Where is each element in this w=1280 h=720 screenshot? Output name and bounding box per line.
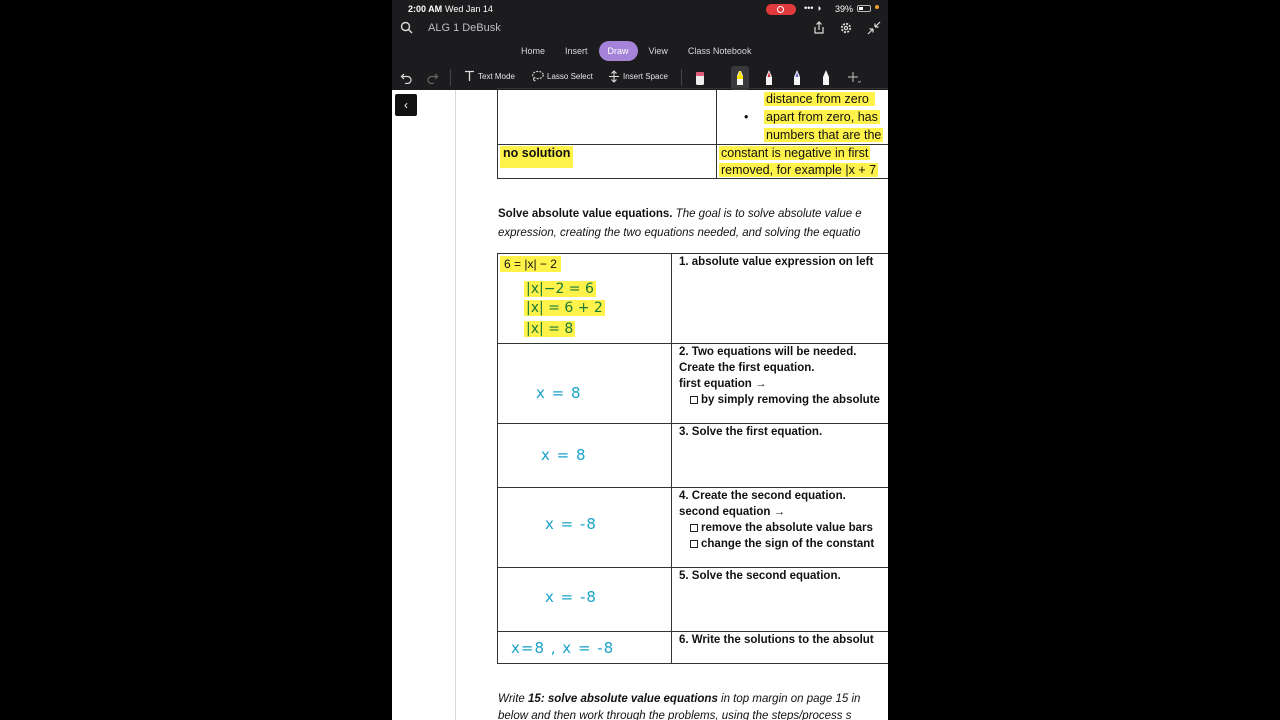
handwritten-answer-step2: x = 8 <box>536 384 582 402</box>
tab-insert[interactable]: Insert <box>565 46 588 56</box>
battery-percent: 39% <box>835 4 854 14</box>
battery-icon <box>857 5 871 12</box>
tab-class-notebook[interactable]: Class Notebook <box>687 46 752 56</box>
handwritten-answer-step6: x=8 , x = -8 <box>511 639 615 657</box>
handwritten-work-line: |x|−2 = 6 <box>526 281 594 297</box>
insert-space-label: Insert Space <box>623 72 668 81</box>
handwritten-work-line: |x| = 8 <box>526 321 574 337</box>
footer-text: below and then work through the problems, using the steps/process s <box>498 710 852 720</box>
bullet-icon: • <box>744 110 749 124</box>
back-button[interactable]: ‹ <box>395 94 417 116</box>
pen-blue-icon[interactable] <box>792 69 802 86</box>
section-heading-line2 <box>498 227 861 239</box>
insert-space-button[interactable] <box>608 70 668 83</box>
toolbar-divider <box>681 69 682 86</box>
highlighter-yellow-icon[interactable] <box>735 69 745 86</box>
notebook-title[interactable]: ALG 1 DeBusk <box>428 22 501 34</box>
step-4-label: 4. Create the second equation. <box>679 490 846 502</box>
handwritten-work-line: |x| = 6 + 2 <box>526 300 603 316</box>
checkbox-label: remove the absolute value bars <box>701 522 873 534</box>
section-instructions: The goal is to solve absolute value e <box>672 208 862 220</box>
step-4-checkbox-row <box>690 522 873 534</box>
insert-space-icon <box>608 70 620 83</box>
typed-equation: 6 = |x| − 2 <box>500 256 561 272</box>
redo-icon[interactable] <box>426 71 439 84</box>
step-2-line3: first equation → <box>679 378 767 390</box>
pen-red-icon[interactable] <box>764 69 774 86</box>
notebook-page[interactable] <box>392 90 888 720</box>
toolbar-divider <box>450 69 451 86</box>
status-date: Wed Jan 14 <box>445 4 493 14</box>
gear-icon[interactable] <box>839 21 853 35</box>
table-text: removed, for example |x + 7 <box>721 163 877 177</box>
step-4-line2: second equation → <box>679 506 786 518</box>
step-3-label: 3. Solve the first equation. <box>679 426 823 438</box>
footer-text: Write <box>498 693 529 705</box>
table-text: apart from zero, has <box>766 110 878 124</box>
search-icon[interactable] <box>400 21 413 34</box>
step-2-checkbox-row <box>690 394 880 406</box>
footer-instructions <box>498 693 860 705</box>
checkbox[interactable] <box>690 396 698 404</box>
pen-white-icon[interactable] <box>821 69 831 86</box>
step-4-checkbox-row <box>690 538 874 550</box>
section-instructions-cont: expression, creating the two equations needed, and solving the equatio <box>498 227 861 239</box>
step-5-label: 5. Solve the second equation. <box>679 570 841 582</box>
wifi-icon: ••• ◑ <box>804 3 822 13</box>
checkbox[interactable] <box>690 540 698 548</box>
checkbox[interactable] <box>690 524 698 532</box>
draw-toolbar <box>392 66 888 90</box>
app-chrome <box>392 0 888 90</box>
checkbox-label: by simply removing the absolute <box>701 394 880 406</box>
step-2-label: 2. Two equations will be needed. <box>679 346 857 358</box>
lasso-icon <box>531 70 544 82</box>
table-cell <box>497 88 717 145</box>
footer-text-bold: 15: solve absolute value equations <box>528 693 718 705</box>
lasso-select-button[interactable] <box>531 70 593 82</box>
ribbon-tabs <box>512 41 762 61</box>
page-margin-line <box>455 90 456 720</box>
screen-record-icon[interactable] <box>766 4 796 15</box>
tab-home[interactable]: Home <box>521 46 546 56</box>
text-mode-label: Text Mode <box>478 71 515 81</box>
handwritten-answer-step3: x = 8 <box>541 446 587 464</box>
status-bar <box>392 0 888 18</box>
undo-icon[interactable] <box>400 71 413 84</box>
step-6-label: 6. Write the solutions to the absolut <box>679 634 874 646</box>
handwritten-answer-step4: x = -8 <box>545 515 597 533</box>
step-2-line2: Create the first equation. <box>679 362 815 374</box>
collapse-icon[interactable] <box>867 21 881 35</box>
lasso-select-label: Lasso Select <box>547 71 593 81</box>
no-solution-label: no solution <box>500 146 573 168</box>
eraser-icon[interactable] <box>695 69 705 86</box>
text-mode-icon <box>464 70 475 82</box>
table-text: numbers that are the <box>766 128 882 142</box>
footer-text: in top margin on page 15 in <box>717 693 861 705</box>
add-pen-icon[interactable] <box>847 71 861 85</box>
tab-view[interactable]: View <box>648 46 668 56</box>
handwritten-answer-step5: x = -8 <box>545 588 597 606</box>
onenote-app <box>392 0 888 720</box>
work-cell <box>497 343 672 424</box>
mic-indicator-icon <box>875 5 879 9</box>
footer-instructions-line2 <box>498 710 852 720</box>
table-text: constant is negative in first <box>721 146 869 160</box>
status-time: 2:00 AM <box>408 4 443 14</box>
share-icon[interactable] <box>812 21 826 35</box>
table-text: distance from zero <box>764 92 875 106</box>
section-heading <box>498 208 862 220</box>
checkbox-label: change the sign of the constant <box>701 538 875 550</box>
section-title: Solve absolute value equations. <box>498 208 673 220</box>
tab-draw[interactable]: Draw <box>599 41 638 61</box>
step-1-label: 1. absolute value expression on left <box>679 256 874 268</box>
text-mode-button[interactable] <box>464 70 515 82</box>
